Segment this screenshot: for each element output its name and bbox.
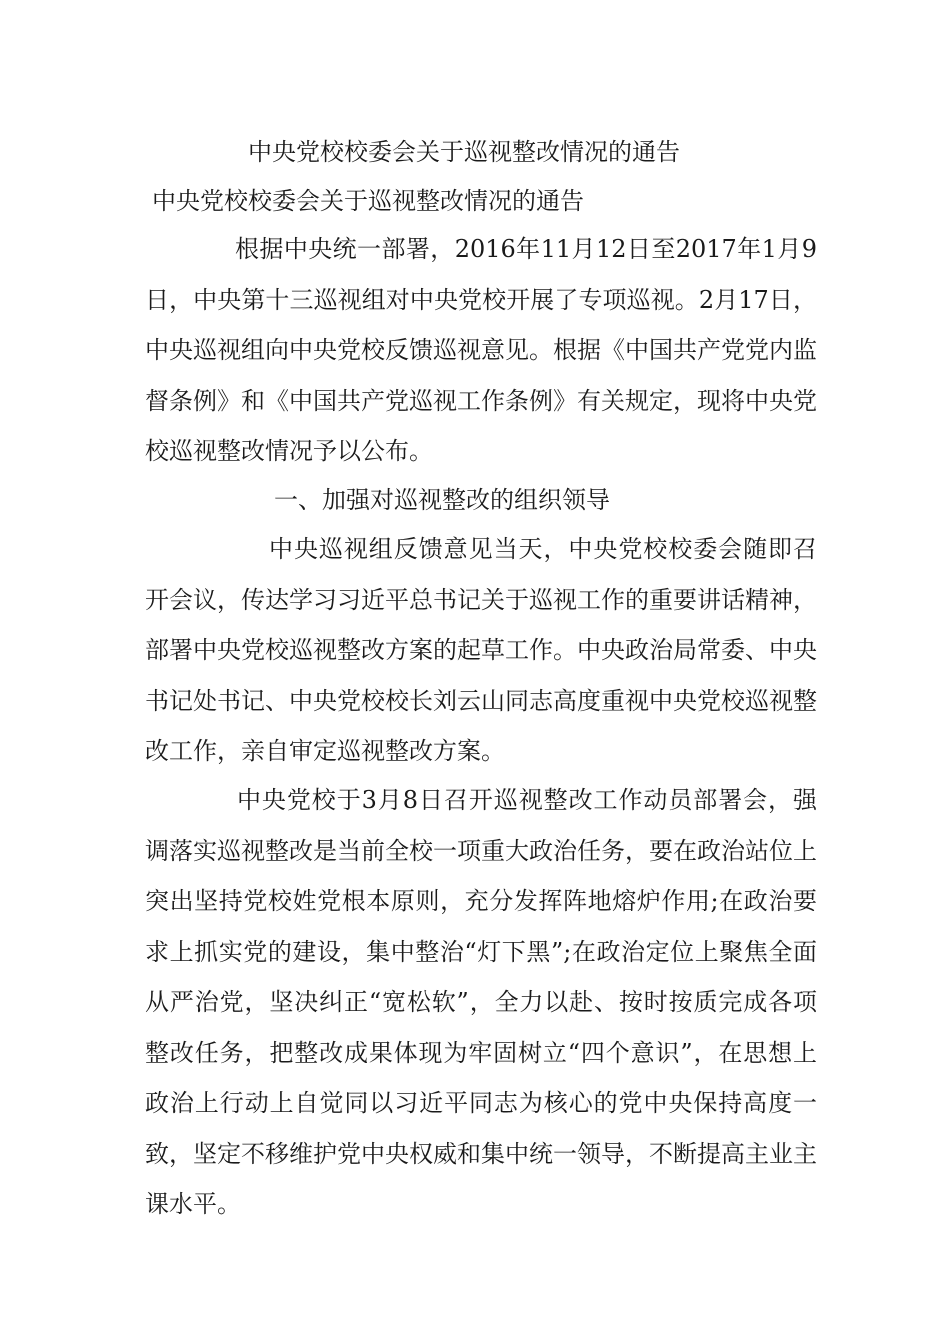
section-heading: 一、加强对巡视整改的组织领导 [274, 486, 610, 514]
paragraph-meeting: 中央巡视组反馈意见当天，中央党校校委会随即召开会议，传达学习习近平总书记关于巡视工作的重要讲话精神，部署中央党校巡视整改方案的起草工作。中央政治局常委、中央书记处书记、中央党校校长刘云山同志高度重视中央党校巡视整改工作，亲自审定巡视整改方案。 [145, 535, 817, 765]
document-subtitle: 中央党校校委会关于巡视整改情况的通告 [152, 187, 584, 215]
document-title: 中央党校校委会关于巡视整改情况的通告 [248, 138, 680, 166]
paragraph-intro: 根据中央统一部署，2016年11月12日至2017年1月9日，中央第十三巡视组对中央党校开展了专项巡视。2月17日，中央巡视组向中央党校反馈巡视意见。根据《中国共产党党内监督条例》和《中国共产党巡视工作条例》有关规定，现将中央党校巡视整改情况予以公布。 [145, 235, 817, 465]
paragraph-mobilization: 中央党校于3月8日召开巡视整改工作动员部署会，强调落实巡视整改是当前全校一项重大政治任务，要在政治站位上突出坚持党校姓党根本原则，充分发挥阵地熔炉作用;在政治要求上抓实党的建设，集中整治“灯下黑”;在政治定位上聚焦全面从严治党，坚决纠正“宽松软”，全力以赴、按时按质完成各项整改任务，把整改成果体现为牢固树立“四个意识”，在思想上政治上行动上自觉同以习近平同志为核心的党中央保持高度一致，坚定不移维护党中央权威和集中统一领导，不断提高主业主课水平。 [145, 786, 817, 1218]
